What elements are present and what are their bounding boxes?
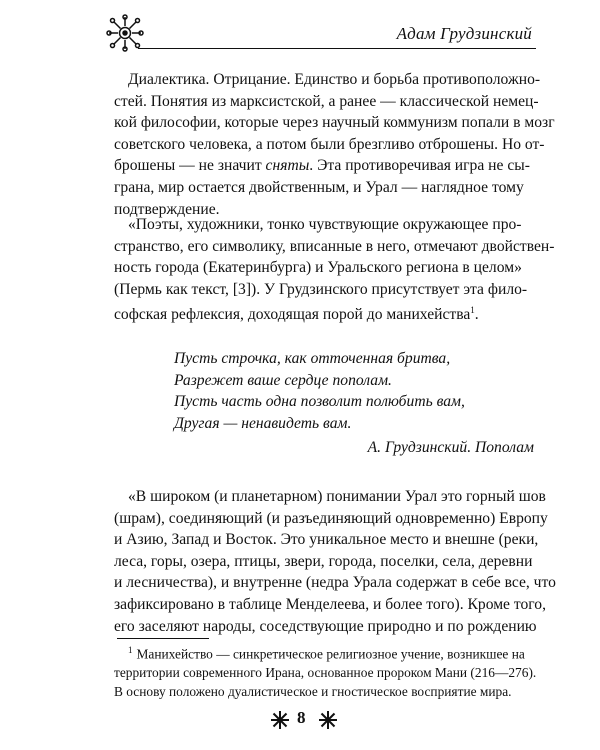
paragraph-quote-poets	[114, 214, 555, 326]
page-footer	[264, 708, 344, 732]
paragraph-dialectics	[114, 69, 555, 220]
footnote-text: Манихейство — синкретическое религиозное учение, возникшее на	[136, 646, 525, 662]
text-line: подтверждение.	[114, 200, 220, 218]
poem-line: Пусть часть одна позволит полюбить вам,	[174, 393, 465, 410]
text-line: кой философии, которые через научный коммунизм попали в мозг	[114, 114, 555, 132]
poem-attribution: А. Грудзинский. Пополам	[367, 439, 534, 456]
text-segment: . Эта противоречивая игра не сы-	[309, 157, 530, 175]
text-line: зафиксировано в таблице Менделеева, и более того). Кроме того,	[114, 595, 546, 613]
text-line	[114, 155, 538, 177]
footnote-line: территории современного Ирана, основанное пророком Мани (216—276).	[114, 665, 537, 681]
footnote-rule	[117, 638, 209, 639]
text-segment: .	[474, 306, 479, 324]
running-header	[98, 22, 536, 52]
footnote-marker: 1	[128, 645, 133, 655]
italic-word: сняты	[265, 157, 310, 175]
poem-line: Пусть строчка, как отточенная бритва,	[174, 350, 451, 367]
poem-line: Разрежет ваше сердце пополам.	[174, 371, 392, 389]
text-line: «В широком (и планетарном) понимании Урал это горный шов	[128, 488, 546, 505]
text-line: (шрам), соединяющий (и разъединяющий одновременно) Европу	[114, 509, 548, 527]
header-rule	[138, 48, 536, 49]
footnote	[114, 641, 538, 701]
text-line: (Пермь как текст, [3]). У Грудзинского присутствует эта фило-	[114, 280, 528, 298]
text-line: стей. Понятия из марксистской, а ранее — классической немец-	[114, 92, 539, 110]
footnote-line	[114, 641, 538, 663]
text-line: грана, мир остается двойственным, и Урал — наглядное тому	[114, 178, 524, 196]
star-ornament-icon	[318, 710, 338, 730]
text-line: советского человека, а потом были брезгливо отброшены. Но от-	[114, 135, 545, 153]
paragraph-ural	[114, 486, 556, 637]
text-line: Диалектика. Отрицание. Единство и борьба противоположно-	[128, 71, 541, 88]
text-line: странство, его символику, вписанные в него, отмечают двойствен-	[114, 237, 555, 255]
star-ornament-icon	[270, 710, 290, 730]
poem-line: Другая — ненавидеть вам.	[174, 414, 352, 432]
text-line: его заселяют народы, соседствующие природно и по рождению	[114, 617, 537, 635]
text-line	[114, 300, 538, 326]
text-line: ность города (Екатеринбурга) и Уральского региона в целом»	[114, 259, 522, 277]
text-segment: брошены — не значит	[114, 157, 266, 175]
text-line: и лесничества), и внутренне (недра Урала содержат в себе все, что	[114, 574, 556, 592]
text-line: и Азию, Запад и Восток. Это уникальное место и внешне (реки,	[114, 531, 539, 549]
footnote-line: В основу положено дуалистическое и гностическое восприятие мира.	[114, 684, 512, 700]
header-author: Адам Грудзинский	[396, 24, 532, 43]
page-number: 8	[297, 708, 306, 727]
text-line: «Поэты, художники, тонко чувствующие окружающее про-	[128, 216, 522, 233]
footnote-reference[interactable]: 1	[470, 305, 475, 316]
text-line: леса, горы, озера, птицы, звери, города, поселки, села, деревни	[114, 552, 533, 570]
poem-block	[174, 348, 474, 434]
mandala-ornament-icon	[106, 14, 144, 52]
text-segment: софская рефлексия, доходящая порой до манихейства	[114, 306, 471, 324]
